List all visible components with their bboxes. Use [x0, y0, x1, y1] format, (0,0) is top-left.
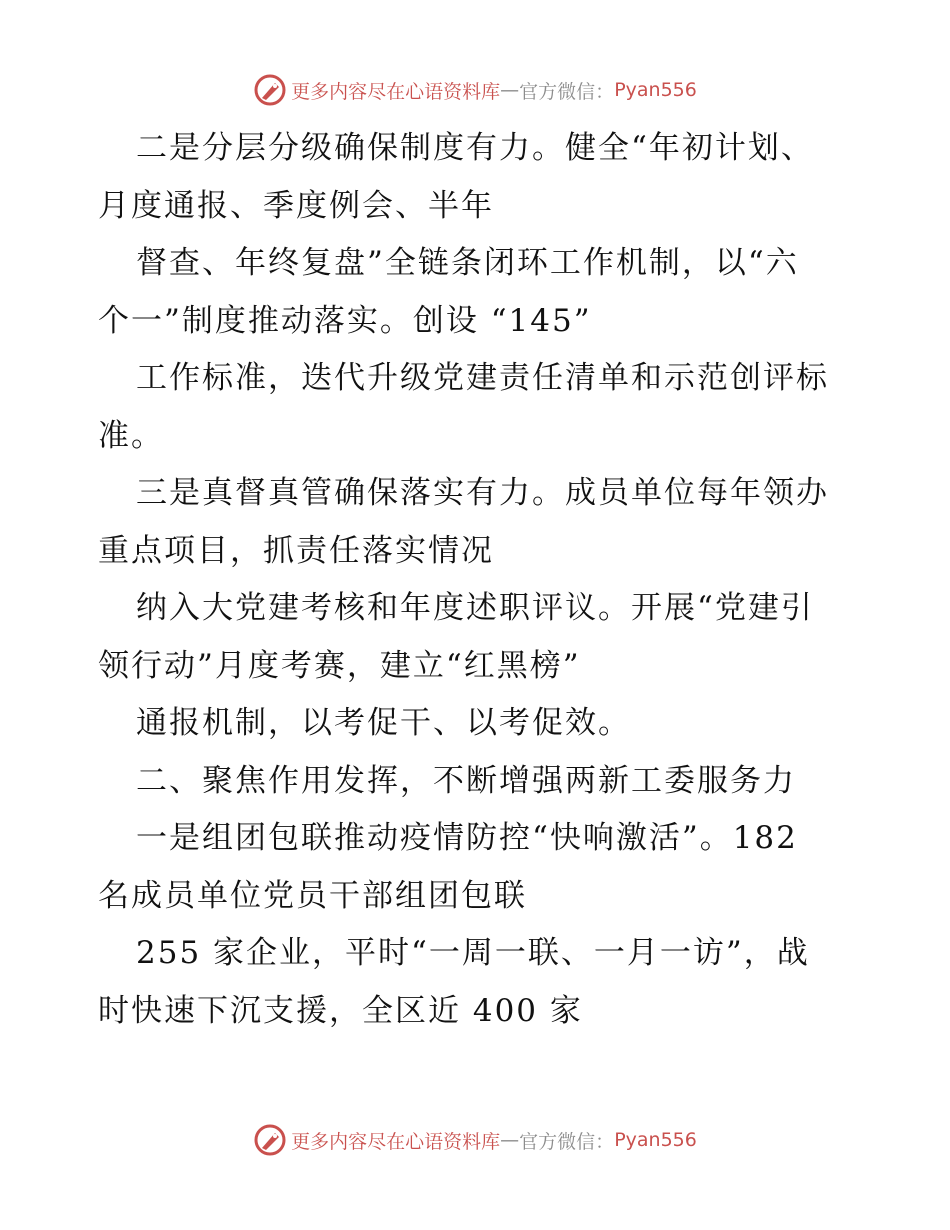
paragraph-line: 月度通报、季度例会、半年 [98, 187, 494, 224]
paragraph-line: 255 家企业，平时“一周一联、一月一访”，战 [136, 935, 810, 971]
paragraph-line: 准。 [98, 417, 164, 454]
paragraph-line: 纳入大党建考核和年度述职评议。开展“党建引 [136, 590, 814, 626]
paragraph-line: 二是分层分级确保制度有力。健全“年初计划、 [136, 130, 814, 166]
watermark-brand-text: 更多内容尽在心语资料库 [291, 1130, 501, 1153]
watermark-dash: — [500, 1129, 520, 1151]
paragraph-line: 重点项目，抓责任落实情况 [98, 532, 494, 569]
section-heading: 二、聚焦作用发挥，不断增强两新工委服务力 [136, 762, 796, 799]
paragraph-line: 名成员单位党员干部组团包联 [98, 877, 527, 914]
paragraph-line: 时快速下沉支援，全区近 400 家 [98, 992, 583, 1029]
paragraph-line: 督查、年终复盘”全链条闭环工作机制，以“六 [136, 245, 799, 281]
pen-nib-circle-icon [253, 73, 287, 107]
document-body [98, 120, 858, 1040]
header-watermark [0, 70, 950, 110]
paragraph-line: 领行动”月度考赛，建立“红黑榜” [98, 647, 581, 684]
watermark-dash: — [500, 79, 520, 101]
watermark-official-label: 官方微信： [519, 1130, 615, 1153]
paragraph-line: 通报机制，以考促干、以考促效。 [136, 705, 631, 741]
paragraph-line: 一是组团包联推动疫情防控“快响激活”。182 [136, 820, 798, 856]
watermark-brand-text: 更多内容尽在心语资料库 [291, 80, 501, 103]
paragraph-line: 工作标准，迭代升级党建责任清单和示范创评标 [136, 360, 829, 396]
watermark-wechat-id: Pyan556 [614, 1129, 697, 1151]
pen-nib-circle-icon [253, 1123, 287, 1157]
footer-watermark [0, 1120, 950, 1160]
paragraph-line: 三是真督真管确保落实有力。成员单位每年领办 [136, 475, 829, 511]
paragraph-line: 个一”制度推动落实。创设 “145” [98, 302, 592, 339]
watermark-official-label: 官方微信： [519, 80, 615, 103]
watermark-wechat-id: Pyan556 [614, 79, 697, 101]
